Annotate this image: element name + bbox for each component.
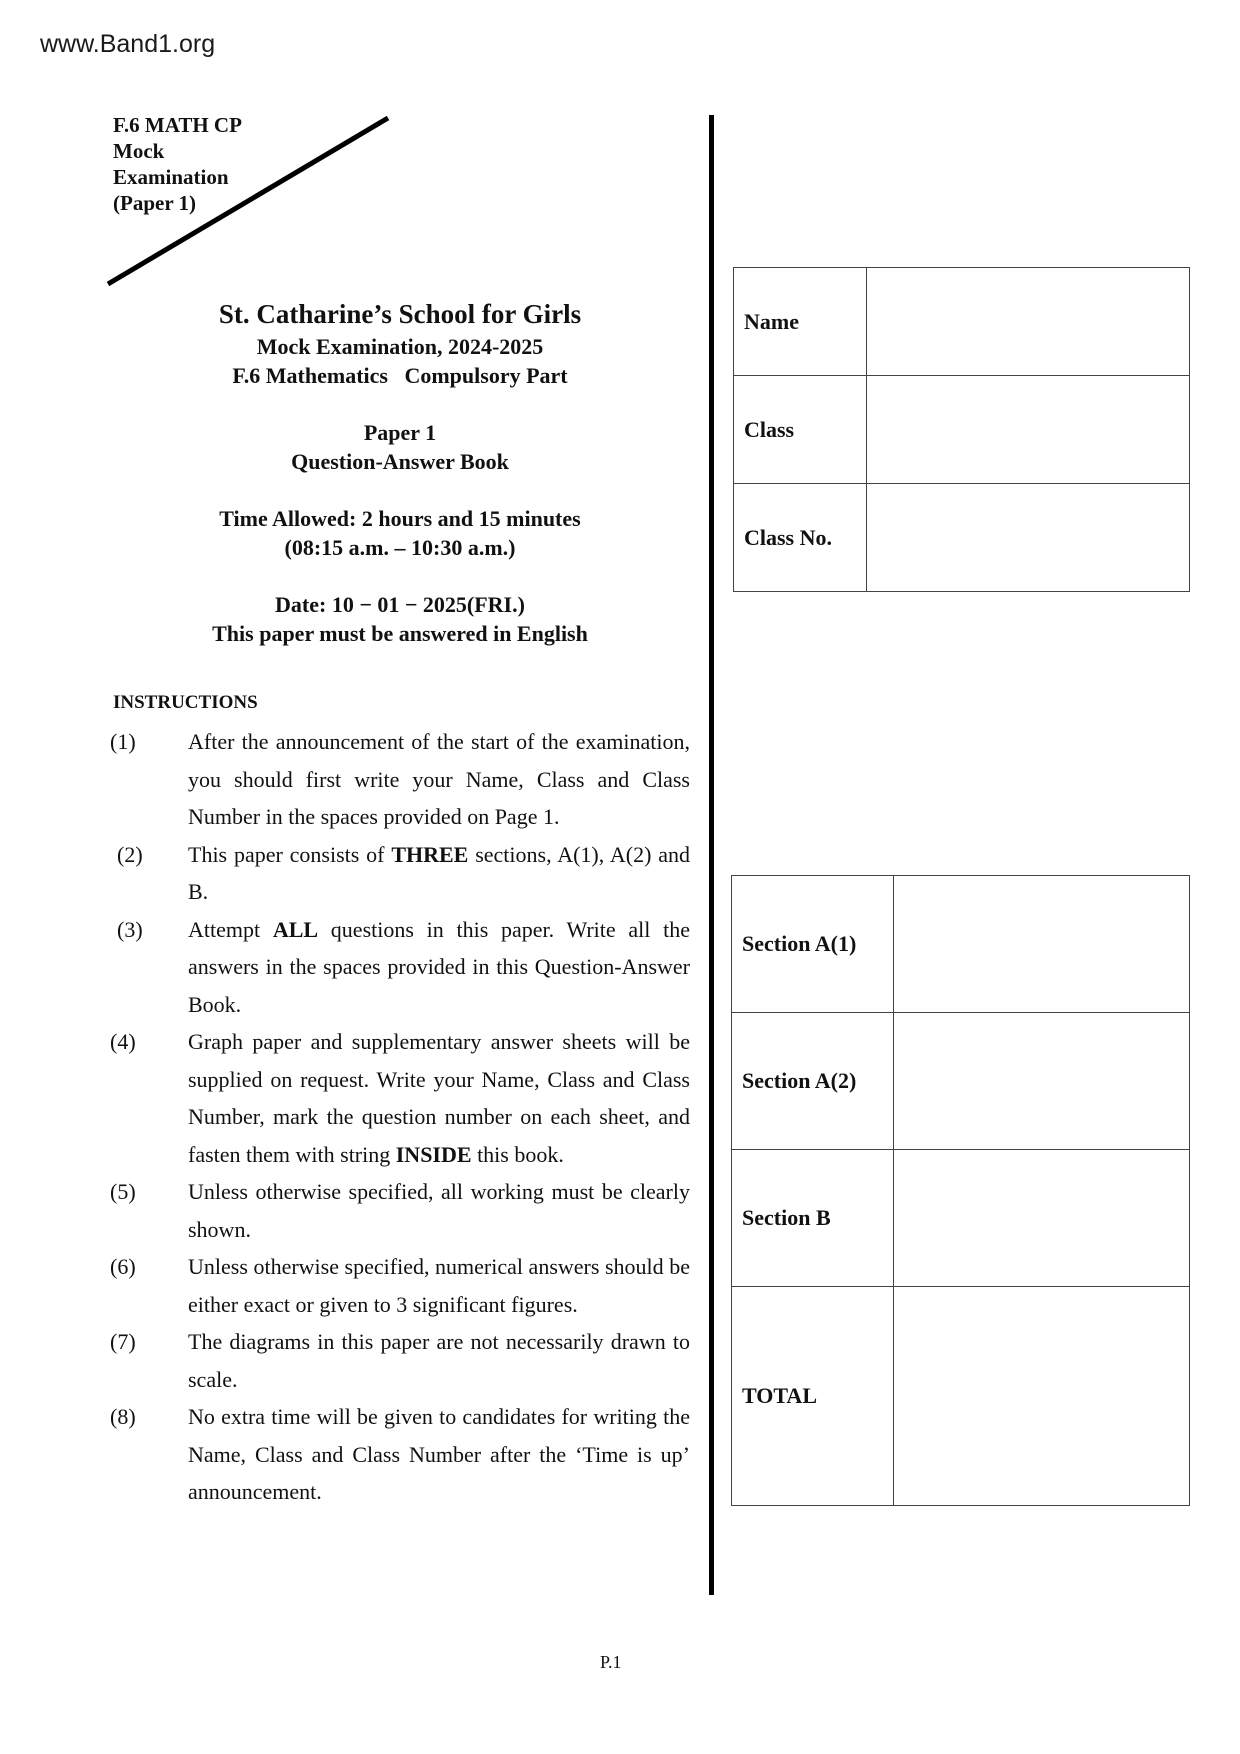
total-score-field[interactable] (894, 1287, 1190, 1506)
instruction-number: (6) (110, 1254, 136, 1279)
instruction-emphasis: THREE (391, 841, 469, 867)
corner-label-line: (Paper 1) (113, 191, 197, 215)
instruction-item (110, 1323, 690, 1398)
section-a2-label: Section A(2) (732, 1013, 894, 1150)
name-field[interactable] (867, 268, 1190, 376)
section-b-label: Section B (732, 1150, 894, 1287)
instruction-emphasis: ALL (272, 916, 319, 942)
instruction-number: (8) (110, 1404, 136, 1429)
watermark-url: www.Band1.org (40, 30, 216, 58)
instruction-text-run: sections, A(1), A(2) and B. (188, 841, 691, 904)
name-label: Name (734, 268, 867, 376)
class-no-label: Class No. (734, 484, 867, 592)
student-info-table (733, 267, 1190, 592)
instruction-text (188, 836, 690, 911)
instruction-item (110, 1398, 690, 1511)
instruction-text-run: Unless otherwise specified, all working must be clearly shown. (188, 1179, 690, 1242)
score-table (731, 875, 1190, 1506)
instruction-item (110, 1023, 690, 1173)
instruction-text-run: Graph paper and supplementary answer sheets will be supplied on request. Write your Name, Class and Class Number, mark the question number on each sheet, and fasten them with string (188, 1029, 690, 1167)
instruction-text-run: No extra time will be given to candidates for writing the Name, Class and Class Number after the ‘Time is up’ announcement. (188, 1404, 690, 1504)
section-a1-score-field[interactable] (894, 876, 1190, 1013)
instruction-number: (4) (110, 1029, 136, 1054)
time-allowed: Time Allowed: 2 hours and 15 minutes (219, 506, 581, 531)
paper-label: Paper 1 (363, 420, 437, 445)
score-row-section-a1 (732, 876, 1190, 1013)
instructions-heading: INSTRUCTIONS (113, 692, 258, 713)
instructions-list (110, 723, 690, 1511)
instruction-text (188, 1173, 690, 1248)
instruction-text-run: Attempt (188, 916, 273, 942)
time-range: (08:15 a.m. – 10:30 a.m.) (284, 535, 516, 560)
subject-line: F.6 Mathematics Compulsory Part (232, 363, 568, 388)
instruction-text-run: this book. (471, 1141, 564, 1167)
corner-label-line: F.6 MATH CP (113, 113, 242, 137)
instruction-text (188, 723, 690, 836)
instruction-item (110, 1173, 690, 1248)
instruction-text (188, 911, 690, 1024)
corner-label-line: Mock (113, 139, 165, 163)
page-number: P.1 (600, 1652, 622, 1672)
instruction-text-run: The diagrams in this paper are not necessarily drawn to scale. (188, 1329, 690, 1392)
instruction-number: (1) (110, 729, 136, 754)
class-label: Class (734, 376, 867, 484)
instruction-text (188, 1023, 690, 1173)
info-row-class (734, 376, 1190, 484)
instruction-number: (7) (110, 1329, 136, 1354)
score-row-section-a2 (732, 1013, 1190, 1150)
section-b-score-field[interactable] (894, 1150, 1190, 1287)
score-row-section-b (732, 1150, 1190, 1287)
info-row-name (734, 268, 1190, 376)
instruction-text (188, 1248, 690, 1323)
class-no-field[interactable] (867, 484, 1190, 592)
instruction-text-run: questions in this paper. Write all the answers in the spaces provided in this Question-Answer Book. (188, 916, 690, 1017)
book-type-label: Question-Answer Book (291, 449, 509, 474)
instruction-item (110, 723, 690, 836)
exam-title: Mock Examination, 2024-2025 (256, 334, 544, 359)
section-a1-label: Section A(1) (732, 876, 894, 1013)
instruction-text-run: After the announcement of the start of the examination, you should first write your Name, Class and Class Number in the spaces provided on Page 1. (188, 729, 690, 829)
section-a2-score-field[interactable] (894, 1013, 1190, 1150)
instruction-item (110, 1248, 690, 1323)
instruction-number: (3) (117, 916, 143, 942)
total-label: TOTAL (732, 1287, 894, 1506)
instruction-text-run: This paper consists of (188, 841, 392, 867)
instruction-text (188, 1323, 690, 1398)
vertical-divider (709, 115, 714, 1595)
score-row-total (732, 1287, 1190, 1506)
instruction-item (110, 911, 690, 1024)
language-note: This paper must be answered in English (212, 621, 588, 646)
corner-label-line: Examination (113, 165, 229, 189)
instruction-item (110, 836, 690, 911)
instruction-text (188, 1398, 690, 1511)
exam-date: Date: 10 − 01 − 2025(FRI.) (275, 592, 525, 617)
school-name: St. Catharine’s School for Girls (218, 299, 582, 329)
info-row-class-no (734, 484, 1190, 592)
corner-label (113, 112, 242, 216)
instruction-number: (2) (117, 841, 143, 867)
instruction-text-run: Unless otherwise specified, numerical answers should be either exact or given to 3 significant figures. (188, 1254, 690, 1317)
instruction-number: (5) (110, 1179, 136, 1204)
instruction-emphasis: INSIDE (395, 1141, 472, 1167)
class-field[interactable] (867, 376, 1190, 484)
